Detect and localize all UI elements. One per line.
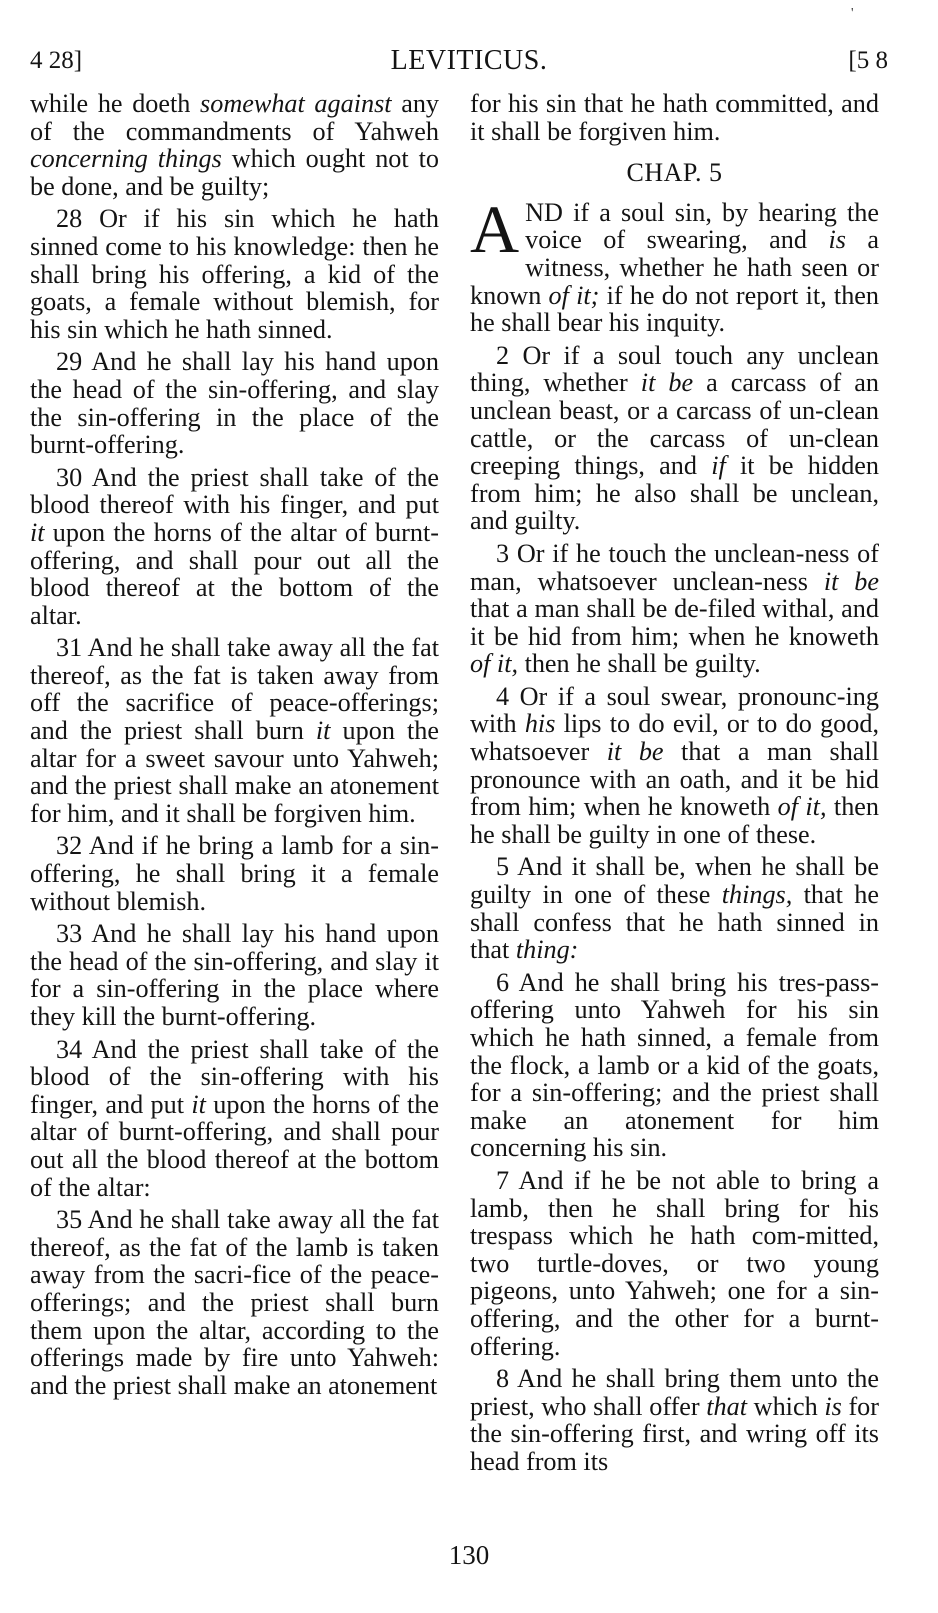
corner-mark: ' bbox=[851, 6, 854, 21]
opening-verse-text: ND if a soul sin, by hearing the voice of swearing, and is a witness, whether he hath seen or known of it; if he do not report it, then he shall bear his inquity. bbox=[470, 197, 880, 338]
verse: 29 And he shall lay his hand upon the head of the sin-offering, and slay the sin-offering in the place of the burnt-offering. bbox=[30, 347, 439, 460]
verse: 30 And the priest shall take of the blood thereof with his finger, and put it upon the horns of the altar of burnt-offering, and shall pour out all the blood thereof at the bottom of the altar. bbox=[30, 462, 439, 630]
verse: 4 Or if a soul swear, pronounc-ing with his lips to do evil, or to do good, whatsoever it be that a man shall pronounce with an oath, and it be hid from him; when he knoweth of it, then he shall be guilty in one of these. bbox=[470, 681, 879, 849]
chapter-opening-verse bbox=[470, 190, 880, 338]
right-column bbox=[470, 90, 879, 1481]
verse: 33 And he shall lay his hand upon the head of the sin-offering, and slay it for a sin-offering in the place where they kill the burnt-offering. bbox=[30, 919, 439, 1031]
verse-continuation: for his sin that he hath committed, and it shall be forgiven him. bbox=[470, 89, 879, 146]
verse: 7 And if he be not able to bring a lamb, then he shall bring for his trespass which he hath com-mitted, two turtle-doves, or two young pigeons, unto Yahweh; one for a sin-offering, and the other for a burnt-offering. bbox=[470, 1165, 879, 1361]
verse: 35 And he shall take away all the fat thereof, as the fat of the lamb is taken away from the sacri-fice of the peace-offerings; and the priest shall burn them upon the altar, according to the offerings made by fire unto Yahweh: and the priest shall make an atonement bbox=[30, 1205, 439, 1400]
drop-cap: A bbox=[470, 190, 520, 267]
page-number: 130 bbox=[448, 1540, 490, 1570]
right-column-verses bbox=[470, 342, 879, 1476]
chapter-heading: CHAP. 5 bbox=[626, 158, 723, 188]
verse: 5 And it shall be, when he shall be guilty in one of these things, that he shall confess that he hath sinned in that thing: bbox=[470, 852, 879, 965]
verse: 34 And the priest shall take of the blood of the sin-offering with his finger, and put it upon the horns of the altar of burnt-offering, and shall pour out all the blood thereof at the bottom of the altar: bbox=[30, 1034, 439, 1202]
verse: 8 And he shall bring them unto the priest, who shall offer that which is for the sin-offering first, and wring off its head from its bbox=[470, 1364, 879, 1476]
verse: 32 And if he bring a lamb for a sin-offering, he shall bring it a female without blemish. bbox=[30, 831, 439, 916]
left-column bbox=[30, 90, 439, 1404]
header-verse-range-start: 4 28] bbox=[30, 47, 83, 74]
verse: 28 Or if his sin which he hath sinned come to his knowledge: then he shall bring his offering, a kid of the goats, a female without blemish, for his sin which he hath sinned. bbox=[30, 204, 439, 344]
verse: 6 And he shall bring his tres-pass-offering unto Yahweh for his sin which he hath sinned, a female from the flock, a lamb or a kid of the goats, for a sin-offering; and the priest shall make an atonement for him concerning his sin. bbox=[470, 967, 879, 1163]
header-verse-range-end: [5 8 bbox=[848, 47, 888, 74]
verse-continuation: while he doeth somewhat against any of the commandments of Yahweh concerning things which ought not to be done, and be guilty; bbox=[30, 89, 440, 201]
verse: 3 Or if he touch the unclean-ness of man, whatsoever unclean-ness it be that a man shall be de-filed withal, and it be hid from him; when he knoweth of it, then he shall be guilty. bbox=[470, 538, 879, 679]
running-title: LEVITICUS. bbox=[390, 45, 548, 76]
verse: 2 Or if a soul touch any unclean thing, whether it be a carcass of an unclean beast, or a carcass of un-clean cattle, or the carcass of un-clean creeping things, and if it be hidden from him; he also shall be unclean, and guilty. bbox=[470, 340, 880, 536]
verse: 31 And he shall take away all the fat thereof, as the fat is taken away from off the sacrifice of peace-offerings; and the priest shall burn it upon the altar for a sweet savour unto Yahweh; and the priest shall make an atonement for him, and it shall be forgiven him. bbox=[30, 633, 439, 828]
